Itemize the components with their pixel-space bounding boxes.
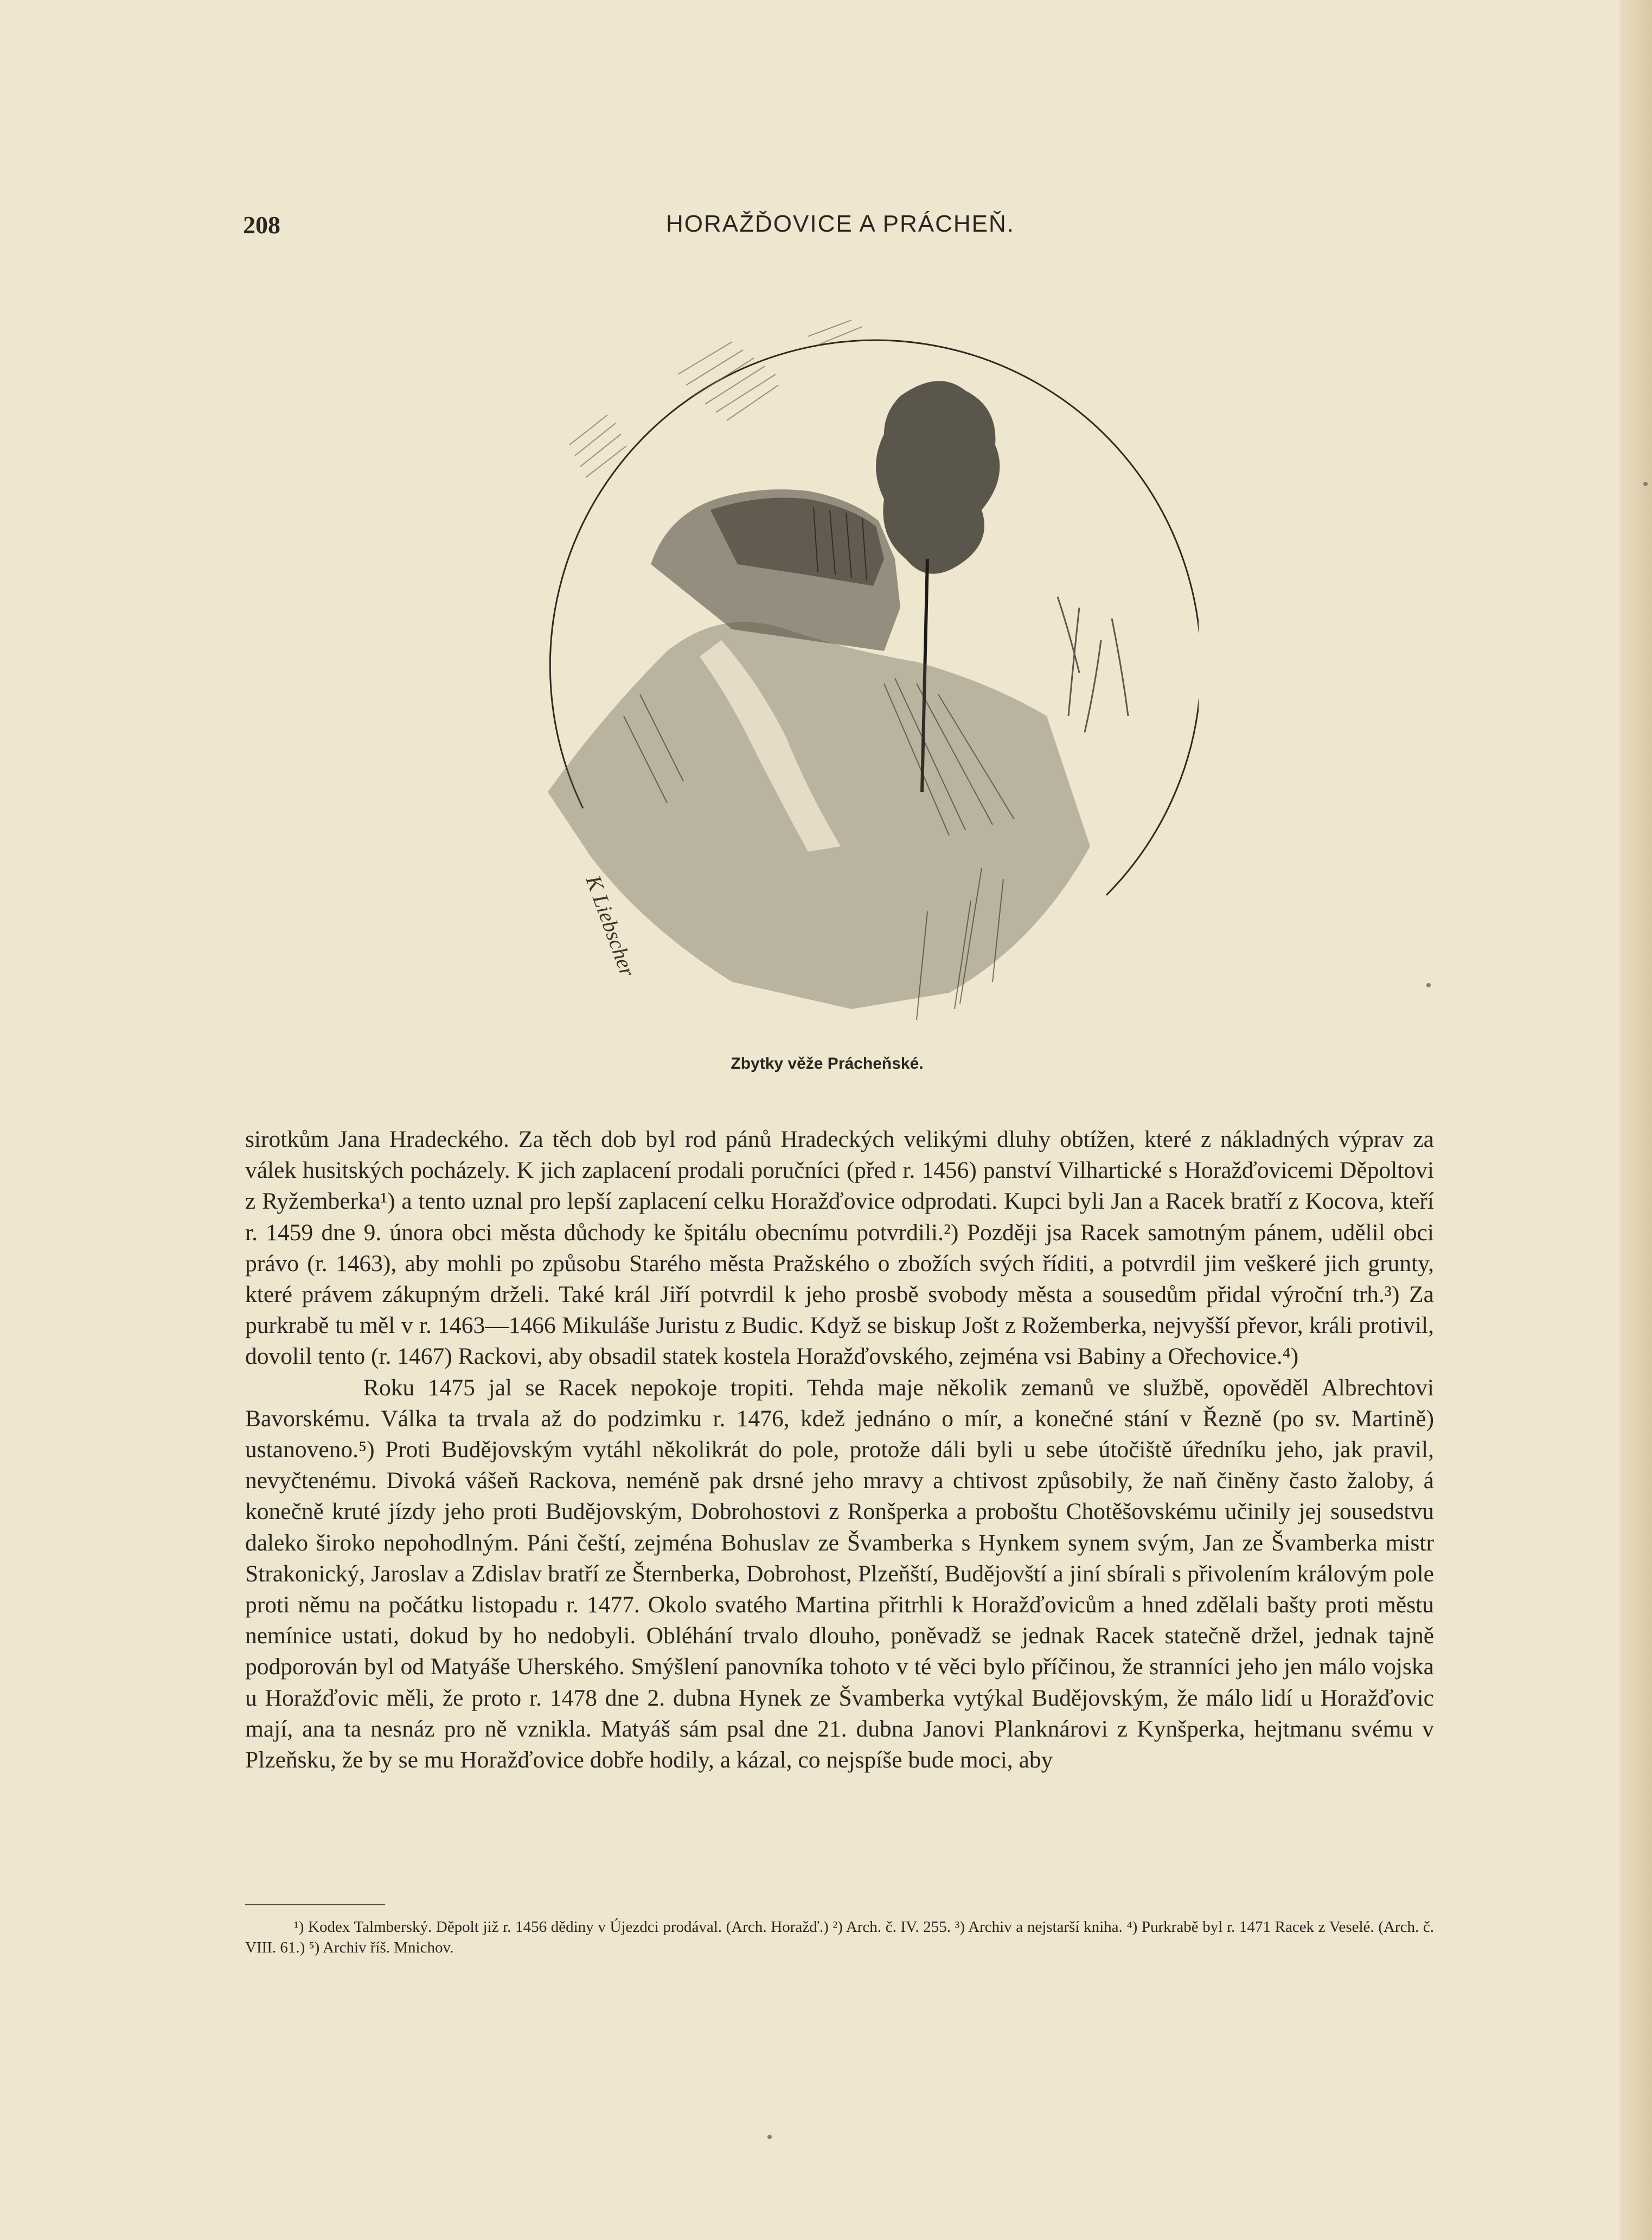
castle-ruin-engraving	[504, 304, 1199, 1052]
footnote-text: ¹) Kodex Talmberský. Děpolt již r. 1456 dědiny v Újezdci prodával. (Arch. Horažď.) ²) Arch. č. IV. 255. ³) Archiv a nejstarší kniha. ⁴) Purkrabě byl r. 1471 Racek z Veselé. (Arch. č. VIII. 61.) ⁵) Archiv říš. Mnichov.	[245, 1918, 1434, 1956]
engraving-castle-tower-ruin-icon	[504, 304, 1199, 1052]
page-edge	[1619, 0, 1652, 2240]
running-head	[243, 210, 1436, 243]
paragraph: sirotkům Jana Hradeckého. Za těch dob byl rod pánů Hradeckých velikými dluhy obtížen, které z nákladných výprav za válek husitských pocházely. K jich zaplacení prodali poručníci (před r. 1456) panství Vilhartické s Horažďovicemi Děpoltovi z Ryžemberka¹) a tento uznal pro lepší zaplacení celku Horažďovice odprodati. Kupci byli Jan a Racek bratří z Kocova, kteří r. 1459 dne 9. února obci města důchody ke špitálu obecnímu potvrdili.²) Později jsa Racek samotným pánem, udělil obci právo (r. 1463), aby mohli po způsobu Starého města Pražského o zbožích svých říditi, a potvrdil jim veškeré jich grunty, které právem zákupným drželi. Také král Jiří potvrdil k jeho prosbě svobody města a sousedům přidal výroční trh.³) Za purkrabě tu měl v r. 1463—1466 Mikuláše Juristu z Budic. Když se biskup Jošt z Rožemberka, nejvyšší převor, králi protivil, dovolil tento (r. 1467) Rackovi, aby obsadil statek kostela Horažďovského, zejména vsi Babiny a Ořechovice.⁴)	[245, 1126, 1434, 1370]
svg-text:K Liebscher: K Liebscher	[581, 872, 641, 980]
figure-caption: Zbytky věže Prácheňské.	[731, 1055, 924, 1073]
footnote-rule	[245, 1904, 385, 1905]
edge-dot	[1643, 482, 1648, 486]
edge-dot	[1426, 983, 1431, 987]
footnotes	[245, 1917, 1434, 1958]
body-text	[245, 1124, 1434, 1776]
edge-dot	[767, 2135, 772, 2139]
page-number: 208	[243, 211, 280, 239]
header-title: HORAŽĎOVICE A PRÁCHEŇ.	[666, 210, 1015, 237]
paragraph: Roku 1475 jal se Racek nepokoje tropiti. Tehda maje několik zemanů ve službě, opověděl Albrechtovi Bavorskému. Válka ta trvala až do podzimku r. 1476, kdež jednáno o mír, a konečné stání v Řezně (po sv. Martině) ustanoveno.⁵) Proti Budějovským vytáhl několikrát do pole, protože dáli byli u sebe útočiště úředníku jeho, jak pravil, nevyčtenému. Divoká vášeň Rackova, neméně pak drsné jeho mravy a chtivost způsobily, že naň činěny často žaloby, á konečně kruté jízdy jeho proti Budějovským, Dobrohostovi z Ronšperka a proboštu Chotěšovskému učinily jej sousedstvu daleko široko nepohodlným. Páni čeští, zejména Bohuslav ze Švamberka s Hynkem synem svým, Jan ze Švamberka mistr Strakonický, Jaroslav a Zdislav bratří ze Šternberka, Dobrohost, Plzeňští, Budějovští a jiní sbírali s přivolením královým pole proti němu na počátku listopadu r. 1477. Okolo svatého Martina přitrhli k Horažďovicům a hned zdělali bašty proti městu nemínice ustati, dokud by ho nedobyli. Obléhání trvalo dlouho, poněvadž se jednak Racek statečně držel, jednak tajně podporován byl od Matyáše Uherského. Smýšlení panovníka tohoto v té věci bylo příčinou, že stranníci jeho jen málo vojska u Horažďovic měli, že proto r. 1478 dne 2. dubna Hynek ze Švamberka vytýkal Budějovským, že málo lidí u Horažďovic mají, ana ta nesnáz pro ně vznikla. Matyáš sám psal dne 21. dubna Janovi Planknárovi z Kynšperka, hejtmanu svému v Plzeňsku, že by se mu Horažďovice dobře hodily, a kázal, co nejspíše bude moci, aby	[245, 1374, 1434, 1773]
